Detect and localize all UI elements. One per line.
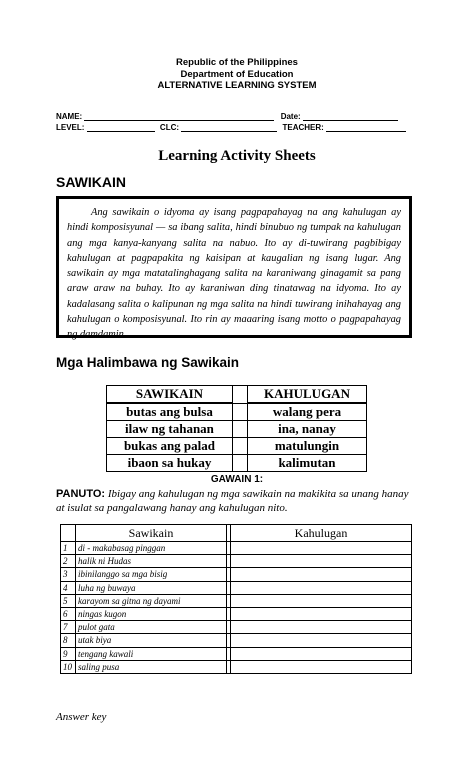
activity-header-row	[61, 525, 412, 542]
row-number: 8	[61, 634, 76, 647]
row-number: 5	[61, 594, 76, 607]
table-row	[107, 403, 367, 421]
level-label: LEVEL:	[56, 123, 85, 132]
example-sawikain: ibaon sa hukay	[107, 455, 233, 472]
row-kahulugan-answer[interactable]	[231, 607, 412, 620]
row-kahulugan-answer[interactable]	[231, 621, 412, 634]
example-kahulugan: matulungin	[247, 438, 366, 455]
row-sawikain: ibinilanggo sa mga bisig	[76, 568, 227, 581]
example-sawikain: bukas ang palad	[107, 438, 233, 455]
table-row	[107, 455, 367, 472]
clc-label: CLC:	[159, 123, 180, 132]
table-row	[61, 660, 412, 673]
row-sawikain: utak biya	[76, 634, 227, 647]
clc-field[interactable]	[181, 123, 277, 132]
activity-instructions	[56, 487, 416, 515]
example-kahulugan: ina, nanay	[247, 421, 366, 438]
teacher-field[interactable]	[326, 123, 406, 132]
table-row	[61, 647, 412, 660]
table-row	[61, 621, 412, 634]
row-number: 10	[61, 660, 76, 673]
row-sawikain: di - makabasag pinggan	[76, 542, 227, 555]
panuto-text: Ibigay ang kahulugan ng mga sawikain na makikita sa unang hanay at isulat sa pangalawang hanay ang kahulugan nito.	[56, 488, 409, 514]
name-field[interactable]	[84, 112, 274, 121]
row-number: 6	[61, 607, 76, 620]
activity-header-sawikain: Sawikain	[76, 525, 227, 542]
examples-spacer	[232, 438, 247, 455]
row-kahulugan-answer[interactable]	[231, 568, 412, 581]
example-kahulugan: walang pera	[247, 403, 366, 421]
panuto-label: PANUTO:	[56, 488, 106, 500]
row-sawikain: karayom sa gitna ng dayami	[76, 594, 227, 607]
examples-header-kahulugan: KAHULUGAN	[247, 386, 366, 404]
examples-spacer	[232, 386, 247, 404]
answer-key-label: Answer key	[56, 711, 107, 723]
examples-spacer	[232, 421, 247, 438]
row-number: 9	[61, 647, 76, 660]
row-kahulugan-answer[interactable]	[231, 594, 412, 607]
name-date-row	[56, 112, 398, 121]
table-row	[107, 421, 367, 438]
header-department: Department of Education	[180, 69, 294, 80]
level-clc-teacher-row	[56, 123, 406, 132]
definition-box	[56, 196, 412, 341]
examples-header-row	[107, 386, 367, 404]
section-title-examples: Mga Halimbawa ng Sawikain	[56, 355, 240, 370]
level-field[interactable]	[87, 123, 155, 132]
definition-text: Ang sawikain o idyoma ay isang pagpapahayag na ang kahulugan ay hindi komposisyunal — sa ibang salita, hindi binubuo ng tumpak na kahulugan ang mga kanya-kanyang salita na nabuo. Ito ay di-tuwirang pagbibigay kahulugan at pagpapakita ng kaisipan at kaugalian ng isang lugar. Ang sawikain ay mga matatalinghagang salita na karaniwang ginagamit sa pang araw araw na buhay. Ito ay karaniwan ding tinatawag na idyoma. Ito ay kadalasang salita o kalipunan ng mga salita na hindi tuwirang inihahayag ang kahulugan o komposisyunal. Ito rin ay maaaring isang motto o pagpapahayag ng damdamin.	[67, 207, 401, 341]
table-row	[61, 581, 412, 594]
example-sawikain: ilaw ng tahanan	[107, 421, 233, 438]
name-label: NAME:	[56, 112, 83, 121]
header-als: ALTERNATIVE LEARNING SYSTEM	[157, 80, 317, 91]
examples-spacer	[232, 403, 247, 421]
row-kahulugan-answer[interactable]	[231, 634, 412, 647]
activity-header-kahulugan: Kahulugan	[231, 525, 412, 542]
activity-header-number	[61, 525, 76, 542]
teacher-label: TEACHER:	[282, 123, 324, 132]
row-kahulugan-answer[interactable]	[231, 660, 412, 673]
row-kahulugan-answer[interactable]	[231, 647, 412, 660]
row-sawikain: halik ni Hudas	[76, 555, 227, 568]
page-title: Learning Activity Sheets	[158, 148, 316, 164]
row-sawikain: saling pusa	[76, 660, 227, 673]
examples-header-sawikain: SAWIKAIN	[107, 386, 233, 404]
example-kahulugan: kalimutan	[247, 455, 366, 472]
row-number: 1	[61, 542, 76, 555]
examples-table	[106, 385, 367, 472]
table-row	[61, 634, 412, 647]
example-sawikain: butas ang bulsa	[107, 403, 233, 421]
date-label: Date:	[280, 112, 301, 121]
examples-spacer	[232, 455, 247, 472]
row-sawikain: ningas kugon	[76, 607, 227, 620]
table-row	[107, 438, 367, 455]
row-sawikain: luha ng buwaya	[76, 581, 227, 594]
activity-table	[60, 524, 412, 674]
row-number: 7	[61, 621, 76, 634]
table-row	[61, 568, 412, 581]
table-row	[61, 607, 412, 620]
row-sawikain: pulot gata	[76, 621, 227, 634]
row-kahulugan-answer[interactable]	[231, 542, 412, 555]
row-number: 4	[61, 581, 76, 594]
row-sawikain: tengang kawali	[76, 647, 227, 660]
date-field[interactable]	[303, 112, 398, 121]
row-number: 2	[61, 555, 76, 568]
table-row	[61, 555, 412, 568]
header-republic: Republic of the Philippines	[176, 57, 298, 68]
row-kahulugan-answer[interactable]	[231, 555, 412, 568]
table-row	[61, 542, 412, 555]
row-number: 3	[61, 568, 76, 581]
section-title-sawikain: SAWIKAIN	[56, 174, 126, 190]
table-row	[61, 594, 412, 607]
activity-title: GAWAIN 1:	[210, 474, 264, 485]
row-kahulugan-answer[interactable]	[231, 581, 412, 594]
